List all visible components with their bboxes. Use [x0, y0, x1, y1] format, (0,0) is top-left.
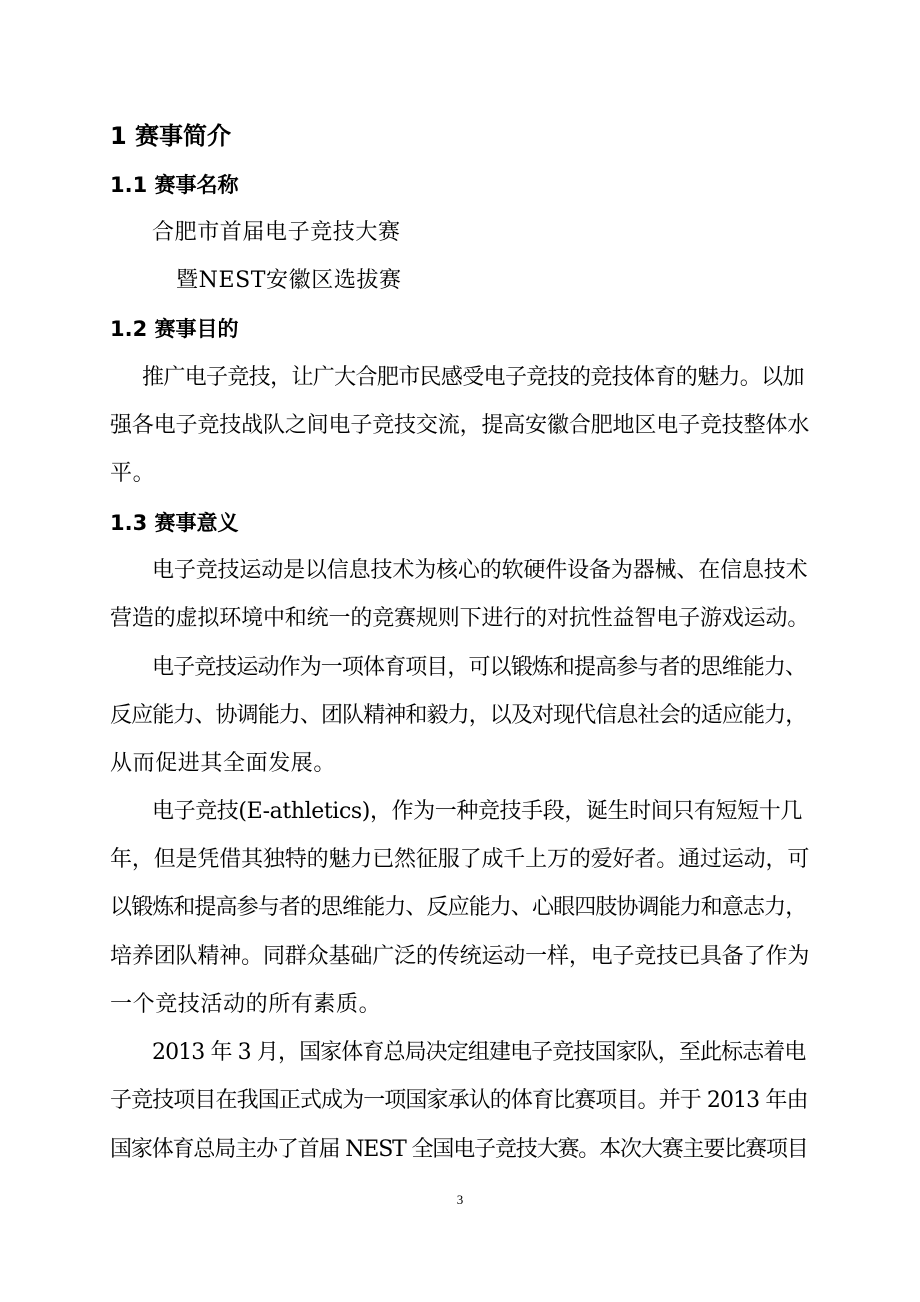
significance-p2-line-3: 从而促进其全面发展。 [110, 751, 337, 776]
event-name-line-1: 合肥市首届电子竞技大赛 [152, 220, 401, 245]
significance-p1-line-1: 电子竞技运动是以信息技术为核心的软硬件设备为器械、在信息技术 [152, 558, 808, 583]
significance-p4-line-3: 国家体育总局主办了首届 NEST 全国电子竞技大赛。本次大赛主要比赛项目 [110, 1137, 808, 1162]
purpose-line-1: 推广电子竞技，让广大合肥市民感受电子竞技的竞技体育的魅力。以加 [142, 365, 804, 390]
significance-p3-line-4: 培养团队精神。同群众基础广泛的传统运动一样，电子竞技已具备了作为 [110, 944, 810, 969]
significance-p2-line-1: 电子竞技运动作为一项体育项目，可以锻炼和提高参与者的思维能力、 [152, 655, 807, 680]
purpose-line-3: 平。 [110, 461, 156, 486]
purpose-line-2: 强各电子竞技战队之间电子竞技交流，提高安徽合肥地区电子竞技整体水 [110, 413, 810, 438]
significance-p3-line-2: 年，但是凭借其独特的魅力已然征服了成千上万的爱好者。通过运动，可 [110, 847, 810, 872]
significance-p3-line-1: 电子竞技(E-athletics)，作为一种竞技手段，诞生时间只有短短十几 [152, 799, 802, 824]
section-1-3-heading: 1.3 赛事意义 [110, 511, 239, 535]
section-1-1-heading: 1.1 赛事名称 [110, 173, 239, 197]
significance-p3-line-5: 一个竞技活动的所有素质。 [110, 992, 382, 1017]
page-number: 3 [456, 1192, 464, 1207]
significance-p1-line-2: 营造的虚拟环境中和统一的竞赛规则下进行的对抗性益智电子游戏运动。 [110, 606, 810, 631]
significance-p3-line-3: 以锻炼和提高参与者的思维能力、反应能力、心眼四肢协调能力和意志力， [110, 895, 807, 920]
significance-p4-line-2: 子竞技项目在我国正式成为一项国家承认的体育比赛项目。并于 2013 年由 [110, 1088, 808, 1113]
significance-p2-line-2: 反应能力、协调能力、团队精神和毅力，以及对现代信息社会的适应能力， [110, 703, 807, 728]
significance-p4-line-1: 2013 年 3 月，国家体育总局决定组建电子竞技国家队，至此标志着电 [152, 1040, 806, 1065]
section-1-2-heading: 1.2 赛事目的 [110, 317, 239, 341]
section-1-heading: 1 赛事简介 [110, 122, 232, 150]
event-name-line-2: 暨NEST安徽区选拔赛 [176, 268, 402, 293]
